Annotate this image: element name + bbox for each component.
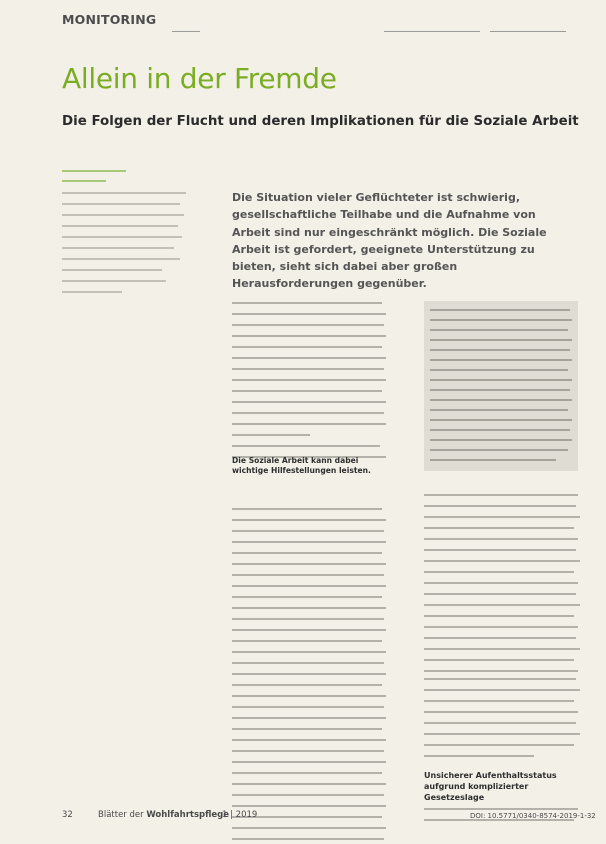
body-text-line (424, 516, 580, 518)
info-text-line (430, 449, 568, 451)
body-text-line (424, 626, 578, 628)
body-text-line (424, 689, 580, 691)
info-text-line (430, 309, 570, 311)
body-text-line (232, 684, 382, 686)
body-text-line (232, 673, 386, 675)
body-text-line (232, 651, 386, 653)
body-text-line (424, 549, 576, 551)
body-text-line (424, 678, 576, 680)
body-text-line (232, 346, 382, 348)
body-text-line (424, 615, 574, 617)
publication-prefix: Blätter der (98, 810, 144, 820)
body-text-line (232, 618, 384, 620)
info-text-line (430, 429, 570, 431)
author-bio-line (62, 247, 174, 249)
author-bio-line (62, 192, 186, 194)
body-text-line (232, 519, 386, 521)
body-text-line (424, 744, 574, 746)
body-text-line (232, 717, 386, 719)
body-text-line (424, 571, 574, 573)
body-text-line (232, 563, 386, 565)
author-name-line (62, 170, 126, 172)
body-text-line (424, 527, 574, 529)
body-text-line (424, 733, 580, 735)
author-info (62, 168, 192, 298)
body-text-line (424, 670, 578, 672)
body-text-line (232, 552, 382, 554)
author-bio-line (62, 203, 180, 205)
header-rule-middle (384, 31, 480, 32)
publication-title (98, 810, 229, 820)
section-label: MONITORING (62, 12, 157, 27)
body-text-line (232, 783, 386, 785)
body-text-line (232, 368, 384, 370)
body-text-line (232, 313, 386, 315)
info-text-line (430, 399, 572, 401)
body-text-line (232, 695, 386, 697)
body-text-line (232, 541, 386, 543)
body-text-line (232, 302, 382, 304)
info-text-line (430, 409, 568, 411)
body-text-line (232, 662, 384, 664)
info-text-line (430, 319, 572, 321)
body-text-line (232, 445, 380, 447)
body-text-line (424, 755, 534, 757)
body-text-line (232, 530, 384, 532)
body-text-line (232, 574, 384, 576)
body-text-line (232, 629, 386, 631)
info-text-line (430, 369, 568, 371)
body-column-right (424, 492, 580, 672)
body-text-line (424, 560, 580, 562)
body-text-line (424, 648, 580, 650)
info-box-text (430, 307, 572, 471)
doi: DOI: 10.5771/0340-8574-2019-1-32 (470, 812, 596, 820)
author-bio-line (62, 214, 184, 216)
info-text-line (430, 329, 568, 331)
body-text-line (424, 593, 576, 595)
body-text-line (232, 772, 382, 774)
info-text-line (430, 379, 572, 381)
info-text-line (430, 389, 570, 391)
body-text-line (232, 335, 386, 337)
body-text-line (424, 637, 576, 639)
author-bio-line (62, 225, 178, 227)
body-text-line (232, 761, 386, 763)
body-text-line (232, 607, 386, 609)
info-text-line (430, 349, 570, 351)
body-text-line (424, 505, 576, 507)
body-text-line (232, 401, 386, 403)
body-text-line (232, 508, 382, 510)
body-text-line (424, 604, 580, 606)
info-text-line (430, 419, 572, 421)
body-text-line (232, 827, 386, 829)
body-text-line (424, 582, 578, 584)
section-subheading: Unsicherer Aufenthaltsstatus aufgrund komplizierter Gesetzeslage (424, 771, 557, 802)
body-text-line (232, 423, 386, 425)
header-rule-right (490, 31, 566, 32)
info-text-line (430, 339, 572, 341)
article-subheadline: Die Folgen der Flucht und deren Implikationen für die Soziale Arbeit (62, 114, 579, 129)
body-text-line (232, 434, 310, 436)
body-text-line (232, 739, 386, 741)
body-text-line (424, 494, 578, 496)
body-text-line (232, 379, 386, 381)
body-text-line (424, 700, 574, 702)
author-bio-line (62, 280, 166, 282)
body-text-line (232, 640, 382, 642)
inline-heading: Die Soziale Arbeit kann dabei wichtige Hilfestellungen leisten. (232, 456, 371, 475)
body-text-line (232, 596, 382, 598)
body-text-line (232, 706, 384, 708)
body-text-line (232, 324, 384, 326)
body-text-line (232, 805, 386, 807)
body-text-line (232, 750, 384, 752)
info-text-line (430, 359, 572, 361)
article-headline: Allein in der Fremde (62, 62, 337, 95)
body-text-line (232, 728, 382, 730)
info-text-line (430, 439, 572, 441)
author-name-line (62, 180, 106, 182)
body-column-left (232, 298, 388, 844)
body-column-right-lower (424, 678, 580, 768)
body-text-line (232, 838, 384, 840)
body-text-line (232, 412, 384, 414)
author-bio-line (62, 291, 122, 293)
page-number: 32 (62, 810, 73, 820)
info-text-line (430, 459, 556, 461)
header-rule-left (172, 31, 200, 32)
body-text-line (232, 390, 382, 392)
issue-number: 1 | 2019 (222, 810, 258, 820)
article-lead: Die Situation vieler Geflüchteter ist schwierig, gesellschaftliche Teilhabe und die Aufnahme von Arbeit sind nur eingeschränkt möglich. Die Soziale Arbeit ist gefordert, geeignete Unterstützung zu bieten, sieht sich dabei aber großen Herausforderungen gegenüber. (232, 191, 547, 291)
author-bio-line (62, 269, 162, 271)
body-text-line (232, 585, 386, 587)
body-text-line (424, 538, 578, 540)
body-text-line (424, 659, 574, 661)
author-bio-line (62, 258, 180, 260)
author-bio-line (62, 236, 182, 238)
body-text-line (232, 794, 384, 796)
body-text-line (232, 357, 386, 359)
publication-name: Wohlfahrtspflege (146, 810, 230, 820)
body-text-line (424, 808, 578, 810)
body-text-line (424, 722, 576, 724)
body-text-line (424, 711, 578, 713)
